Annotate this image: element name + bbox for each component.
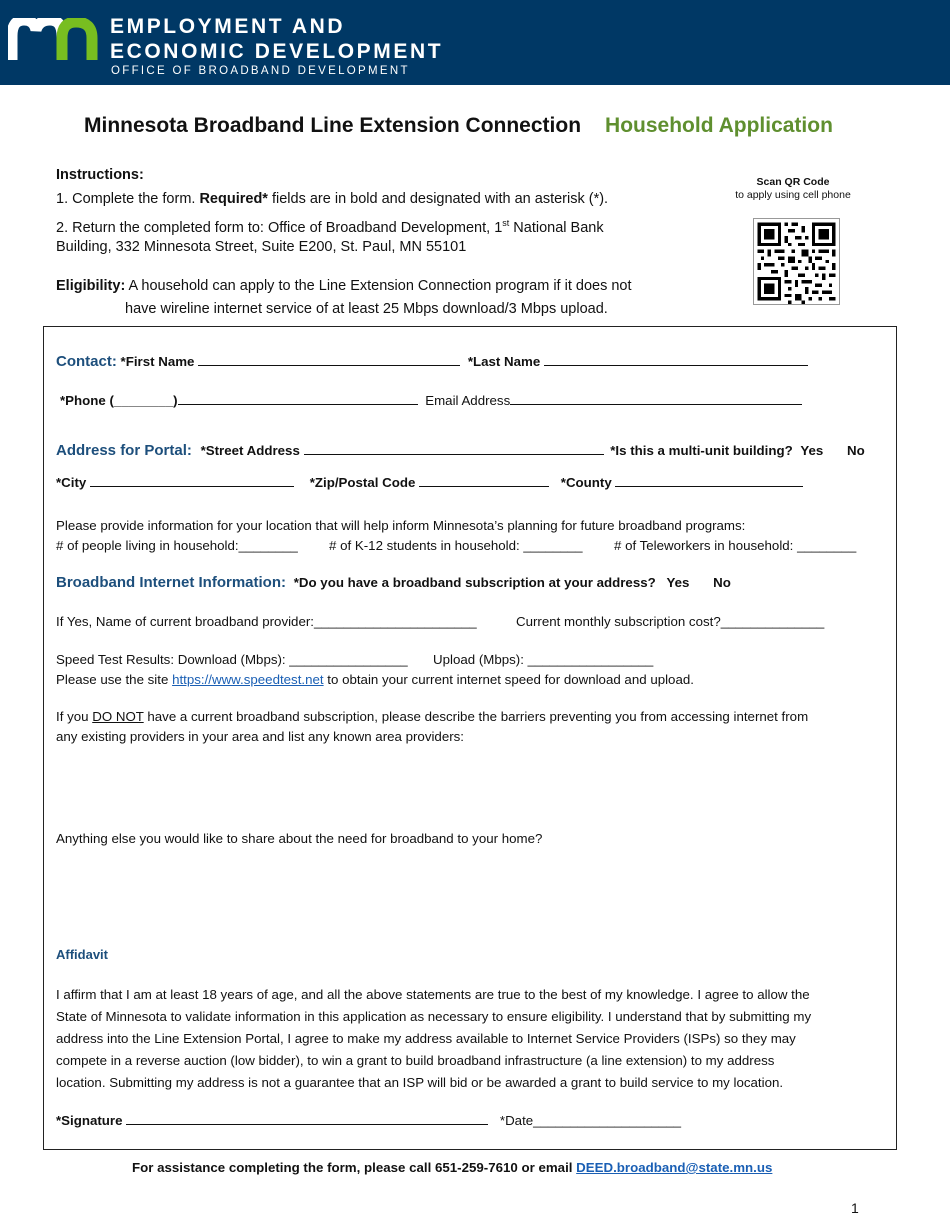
- affidavit-line: address into the Line Extension Portal, I agree to make my address available to Internet Service Providers (ISPs) so they may: [56, 1031, 796, 1046]
- qr-label: [722, 176, 864, 202]
- speedtest-link[interactable]: https://www.speedtest.net: [172, 672, 324, 687]
- multi-unit-yes[interactable]: Yes: [800, 443, 824, 458]
- address-heading: Address for Portal:: [56, 442, 192, 459]
- street-field[interactable]: [304, 441, 604, 455]
- broadband-row: [56, 574, 731, 592]
- anything-else-answer-area[interactable]: [56, 852, 886, 940]
- city-row: [56, 473, 803, 492]
- org-name-line2: ECONOMIC DEVELOPMENT: [110, 40, 444, 63]
- page-number: 1: [851, 1200, 859, 1216]
- provider-field[interactable]: If Yes, Name of current broadband provider:______________________: [56, 614, 477, 629]
- county-label: *County: [560, 475, 612, 490]
- upload-field[interactable]: Upload (Mbps): _________________: [433, 652, 654, 667]
- broadband-yes[interactable]: Yes: [666, 575, 690, 590]
- affidavit-line: State of Minnesota to validate information in this application as necessary to ensure eligibility. I understand that by submitting my: [56, 1009, 812, 1024]
- broadband-heading: Broadband Internet Information:: [56, 574, 286, 591]
- eligibility-line2: have wireline internet service of at least 25 Mbps download/3 Mbps upload.: [125, 301, 608, 317]
- last-name-label: *Last Name: [467, 354, 541, 369]
- phone-label: *Phone (________): [60, 393, 178, 408]
- title-main: Minnesota Broadband Line Extension Connection: [84, 114, 582, 137]
- contact-heading: Contact:: [56, 353, 117, 370]
- speedtest-line: Please use the site https://www.speedtest.net to obtain your current internet speed for download and upload.: [56, 672, 694, 687]
- people-field[interactable]: # of people living in household:________: [56, 538, 298, 553]
- download-field[interactable]: Speed Test Results: Download (Mbps): ________________: [56, 652, 408, 667]
- header-banner: [0, 0, 950, 85]
- instruction-step2: 2. Return the completed form to: Office of Broadband Development, 1st National Bank: [56, 218, 604, 236]
- barriers-answer-area[interactable]: [56, 750, 886, 822]
- zip-field[interactable]: [419, 473, 549, 487]
- phone-field[interactable]: [178, 391, 418, 405]
- students-field[interactable]: # of K-12 students in household: ________: [329, 538, 583, 553]
- email-field[interactable]: [510, 391, 802, 405]
- city-label: *City: [56, 475, 87, 490]
- affidavit-line: compete in a reverse auction (low bidder), to win a grant to build broadband infrastructure (a line extension) to my address: [56, 1053, 775, 1068]
- broadband-no[interactable]: No: [713, 575, 731, 590]
- instructions-heading: Instructions:: [56, 167, 144, 183]
- office-name: OFFICE OF BROADBAND DEVELOPMENT: [111, 65, 410, 77]
- affidavit-heading: Affidavit: [56, 947, 108, 962]
- multi-unit-label: *Is this a multi-unit building?: [610, 443, 793, 458]
- contact-row: [56, 352, 808, 371]
- first-name-field[interactable]: [198, 352, 460, 366]
- page-title: [84, 114, 833, 138]
- instruction-step2-address: Building, 332 Minnesota Street, Suite E200, St. Paul, MN 55101: [56, 239, 467, 255]
- qr-subtitle: to apply using cell phone: [735, 189, 851, 201]
- barriers-line2: any existing providers in your area and list any known area providers:: [56, 729, 464, 744]
- signature-field[interactable]: [126, 1111, 488, 1125]
- assistance-footer: For assistance completing the form, please call 651-259-7610 or email DEED.broadband@state.mn.us: [132, 1160, 773, 1175]
- support-email-link[interactable]: DEED.broadband@state.mn.us: [576, 1160, 773, 1175]
- planning-intro: Please provide information for your location that will help inform Minnesota’s planning for future broadband programs:: [56, 518, 746, 533]
- street-label: *Street Address: [200, 443, 300, 458]
- mn-logo: [8, 18, 100, 62]
- address-row: [56, 441, 865, 460]
- title-sub: Household Application: [605, 114, 833, 137]
- barriers-line1: If you DO NOT have a current broadband subscription, please describe the barriers preventing you from accessing internet from: [56, 709, 809, 724]
- anything-else-label: Anything else you would like to share about the need for broadband to your home?: [56, 831, 543, 846]
- cost-field[interactable]: Current monthly subscription cost?______________: [516, 614, 825, 629]
- affidavit-line: I affirm that I am at least 18 years of age, and all the above statements are true to the best of my knowledge. I agree to allow the: [56, 987, 810, 1002]
- eligibility-line1: Eligibility: A household can apply to the Line Extension Connection program if it does not: [56, 278, 632, 294]
- multi-unit-no[interactable]: No: [847, 443, 865, 458]
- zip-label: *Zip/Postal Code: [309, 475, 416, 490]
- email-label: Email Address: [425, 393, 511, 408]
- org-name-line1: EMPLOYMENT AND: [110, 15, 346, 38]
- affidavit-text: [56, 984, 886, 1094]
- teleworkers-field[interactable]: # of Teleworkers in household: ________: [614, 538, 857, 553]
- signature-label: *Signature: [56, 1113, 123, 1128]
- first-name-label: *First Name: [120, 354, 195, 369]
- last-name-field[interactable]: [544, 352, 808, 366]
- qr-title: Scan QR Code: [756, 176, 830, 188]
- qr-code-icon[interactable]: [753, 218, 840, 305]
- signature-row: [56, 1111, 681, 1130]
- broadband-question: *Do you have a broadband subscription at your address?: [293, 575, 656, 590]
- instruction-step1: 1. Complete the form. Required* fields are in bold and designated with an asterisk (*).: [56, 191, 609, 207]
- phone-row: [60, 391, 802, 410]
- date-field[interactable]: *Date____________________: [499, 1113, 682, 1128]
- city-field[interactable]: [90, 473, 294, 487]
- affidavit-line: location. Submitting my address is not a guarantee that an ISP will bid or be awarded a grant to build service to my location.: [56, 1075, 784, 1090]
- county-field[interactable]: [615, 473, 803, 487]
